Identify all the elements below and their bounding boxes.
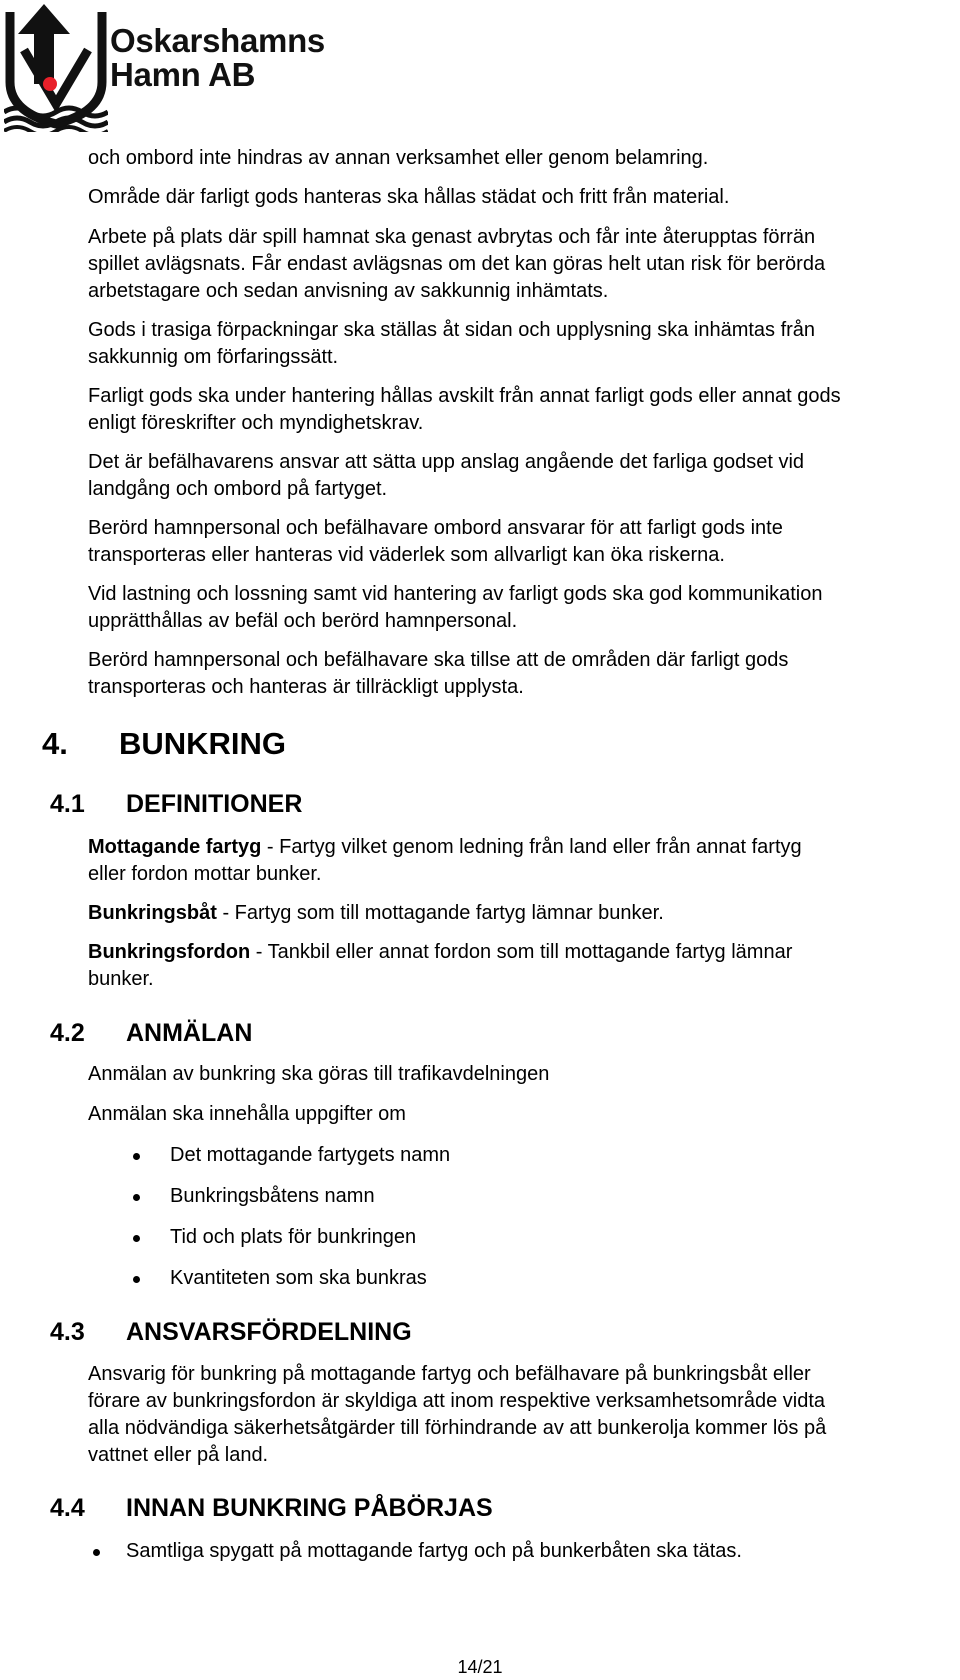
paragraph: Gods i trasiga förpackningar ska ställas åt sidan och upplysning ska inhämtas från sakkunnig om förfaringssätt. bbox=[88, 319, 816, 368]
definition-term: Bunkringsbåt bbox=[88, 902, 217, 924]
paragraph: Berörd hamnpersonal och befälhavare ska tillse att de områden där farligt gods transporteras och hanteras är tillräckligt upplysta. bbox=[88, 649, 789, 698]
subsection-heading-innan-bunkring: 4.4 INNAN BUNKRING PÅBÖRJAS bbox=[50, 1494, 493, 1522]
paragraph: Anmälan ska innehålla uppgifter om bbox=[88, 1103, 406, 1125]
logo-line-1: Oskarshamns bbox=[110, 22, 325, 59]
list-item: Det mottagande fartygets namn bbox=[170, 1142, 450, 1169]
bullet-icon bbox=[133, 1194, 140, 1201]
paragraph: Ansvarig för bunkring på mottagande fartyg och befälhavare på bunkringsbåt eller förare av bunkringsfordon är skyldiga att inom respektive verksamhetsområde vidta alla nödvändiga säkerhetsåtgärder till förhindrande av att bunkerolja kommer lös på vattnet eller på land. bbox=[88, 1363, 827, 1466]
list-item: Bunkringsbåtens namn bbox=[170, 1183, 375, 1210]
bullet-icon bbox=[133, 1153, 140, 1160]
bullet-icon bbox=[133, 1235, 140, 1242]
bullet-icon bbox=[133, 1276, 140, 1283]
definition-item: Bunkringsbåt - Fartyg som till mottagande fartyg lämnar bunker. bbox=[88, 902, 664, 924]
subsection-heading-definitioner: 4.1 DEFINITIONER bbox=[50, 790, 303, 818]
paragraph: Berörd hamnpersonal och befälhavare ombord ansvarar för att farligt gods inte transporteras eller hanteras vid väderlek som allvarligt kan öka riskerna. bbox=[88, 517, 783, 566]
paragraph: Farligt gods ska under hantering hållas avskilt från annat farligt gods eller annat gods enligt föreskrifter och myndighetskrav. bbox=[88, 385, 841, 434]
list-item: Kvantiteten som ska bunkras bbox=[170, 1265, 427, 1292]
bullet-icon bbox=[93, 1549, 100, 1556]
paragraph: och ombord inte hindras av annan verksamhet eller genom belamring. bbox=[88, 147, 709, 169]
paragraph: Område där farligt gods hanteras ska hållas städat och fritt från material. bbox=[88, 186, 730, 208]
definition-item: Bunkringsfordon - Tankbil eller annat fordon som till mottagande fartyg lämnar bunker. bbox=[88, 941, 793, 990]
logo-line-2: Hamn AB bbox=[110, 56, 256, 93]
subsection-heading-ansvarsfordelning: 4.3 ANSVARSFÖRDELNING bbox=[50, 1318, 412, 1346]
paragraph: Vid lastning och lossning samt vid hantering av farligt gods ska god kommunikation upprätthållas av befäl och berörd hamnpersonal. bbox=[88, 583, 823, 632]
section-heading-bunkring: 4. BUNKRING bbox=[42, 726, 287, 761]
definition-term: Mottagande fartyg bbox=[88, 836, 262, 858]
harbor-emblem-icon bbox=[4, 0, 108, 132]
definition-term: Bunkringsfordon bbox=[88, 941, 251, 963]
paragraph: Arbete på plats där spill hamnat ska genast avbrytas och får inte återupptas förrän spillet avlägsnats. Får endast avlägsnas om det kan göras helt utan risk för berörda arbetstagare och sedan anvisning av sakkunnig inhämtats. bbox=[88, 226, 826, 302]
list-item: Tid och plats för bunkringen bbox=[170, 1224, 416, 1251]
list-item: Samtliga spygatt på mottagande fartyg och på bunkerbåten ska tätas. bbox=[126, 1538, 742, 1565]
subsection-heading-anmalan: 4.2 ANMÄLAN bbox=[50, 1019, 253, 1047]
logo-text bbox=[110, 24, 325, 92]
company-logo bbox=[4, 0, 344, 132]
page-number: 14/21 bbox=[457, 1657, 503, 1677]
paragraph: Det är befälhavarens ansvar att sätta upp anslag angående det farliga godset vid landgång och ombord på fartyget. bbox=[88, 451, 805, 500]
red-dot-icon bbox=[43, 77, 57, 91]
definition-item: Mottagande fartyg - Fartyg vilket genom ledning från land eller från annat fartyg eller fordon mottar bunker. bbox=[88, 836, 802, 885]
paragraph: Anmälan av bunkring ska göras till trafikavdelningen bbox=[88, 1063, 550, 1085]
